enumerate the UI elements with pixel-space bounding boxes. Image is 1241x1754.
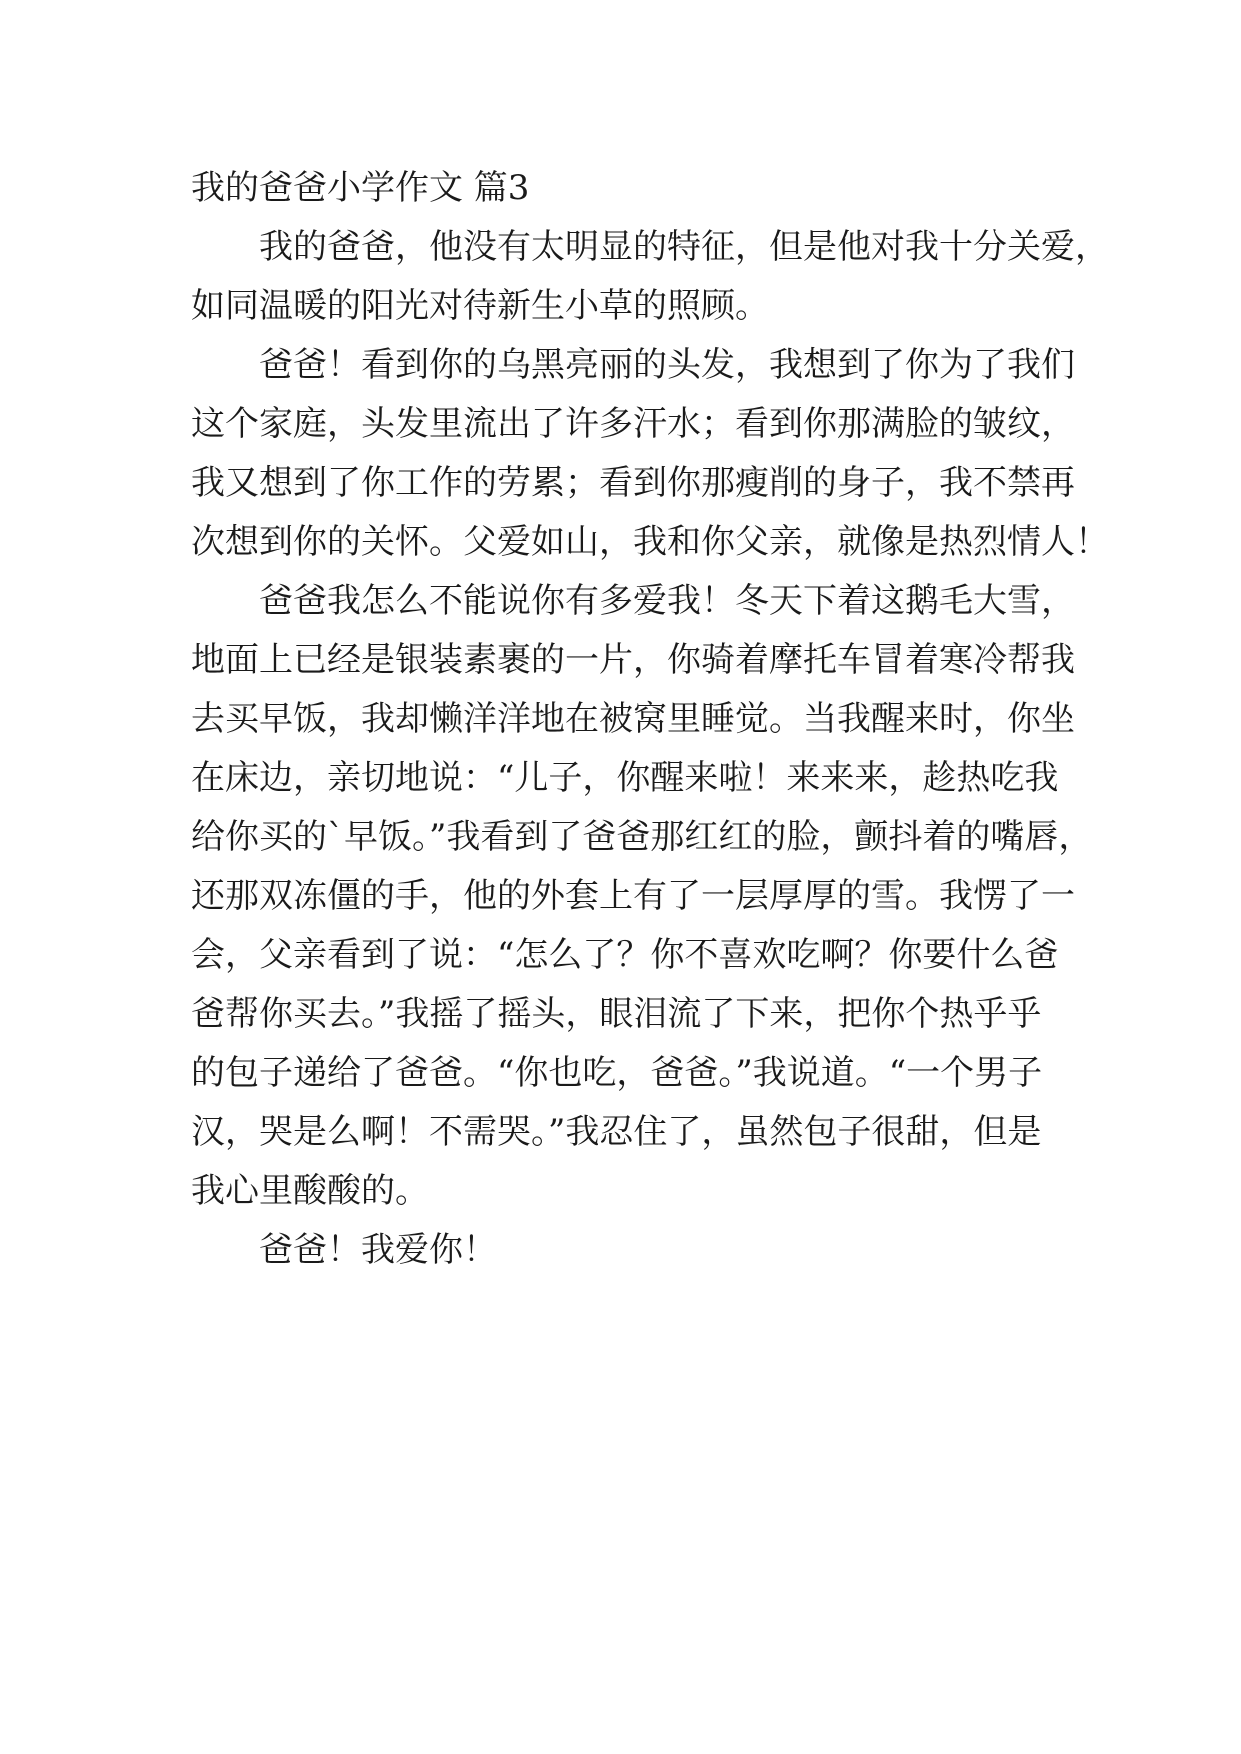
paragraph-line: 汉，哭是么啊！不需哭。”我忍住了，虽然包子很甜，但是 (191, 1112, 1042, 1152)
paragraph-line: 去买早饭，我却懒洋洋地在被窝里睡觉。当我醒来时，你坐 (191, 699, 1075, 739)
paragraph (191, 336, 1151, 572)
paragraph (191, 1221, 1151, 1280)
paragraph-line: 次想到你的关怀。父爱如山，我和你父亲，就像是热烈情人！ (191, 522, 1109, 562)
paragraph-line: 给你买的`早饭。”我看到了爸爸那红红的脸，颤抖着的嘴唇， (191, 817, 1093, 857)
document-title: 我的爸爸小学作文 篇3 (191, 168, 530, 208)
paragraph-line: 会，父亲看到了说：“怎么了？你不喜欢吃啊？你要什么爸 (191, 935, 1059, 975)
paragraph-line: 我又想到了你工作的劳累；看到你那瘦削的身子，我不禁再 (191, 463, 1075, 503)
paragraph-line: 如同温暖的阳光对待新生小草的照顾。 (191, 286, 769, 326)
paragraph-line: 还那双冻僵的手，他的外套上有了一层厚厚的雪。我愣了一 (191, 876, 1075, 916)
paragraph-line: 的包子递给了爸爸。“你也吃，爸爸。”我说道。“一个男子 (191, 1053, 1043, 1093)
paragraph-line: 爸帮你买去。”我摇了摇头，眼泪流了下来，把你个热乎乎 (191, 994, 1042, 1034)
paragraph-line: 爸爸！我爱你！ (259, 1230, 497, 1270)
paragraph (191, 572, 1151, 1221)
paragraph-line: 我心里酸酸的。 (191, 1171, 429, 1211)
paragraph (191, 218, 1151, 336)
paragraph-line: 我的爸爸，他没有太明显的特征，但是他对我十分关爱， (259, 227, 1109, 267)
paragraph-line: 爸爸！看到你的乌黑亮丽的头发，我想到了你为了我们 (259, 345, 1075, 385)
document-body (191, 159, 1151, 1280)
paragraph-line: 这个家庭，头发里流出了许多汗水；看到你那满脸的皱纹， (191, 404, 1075, 444)
paragraph-line: 爸爸我怎么不能说你有多爱我！冬天下着这鹅毛大雪， (259, 581, 1075, 621)
paragraph-line: 在床边，亲切地说：“儿子，你醒来啦！来来来，趁热吃我 (191, 758, 1059, 798)
paragraph-line: 地面上已经是银装素裹的一片，你骑着摩托车冒着寒冷帮我 (191, 640, 1075, 680)
